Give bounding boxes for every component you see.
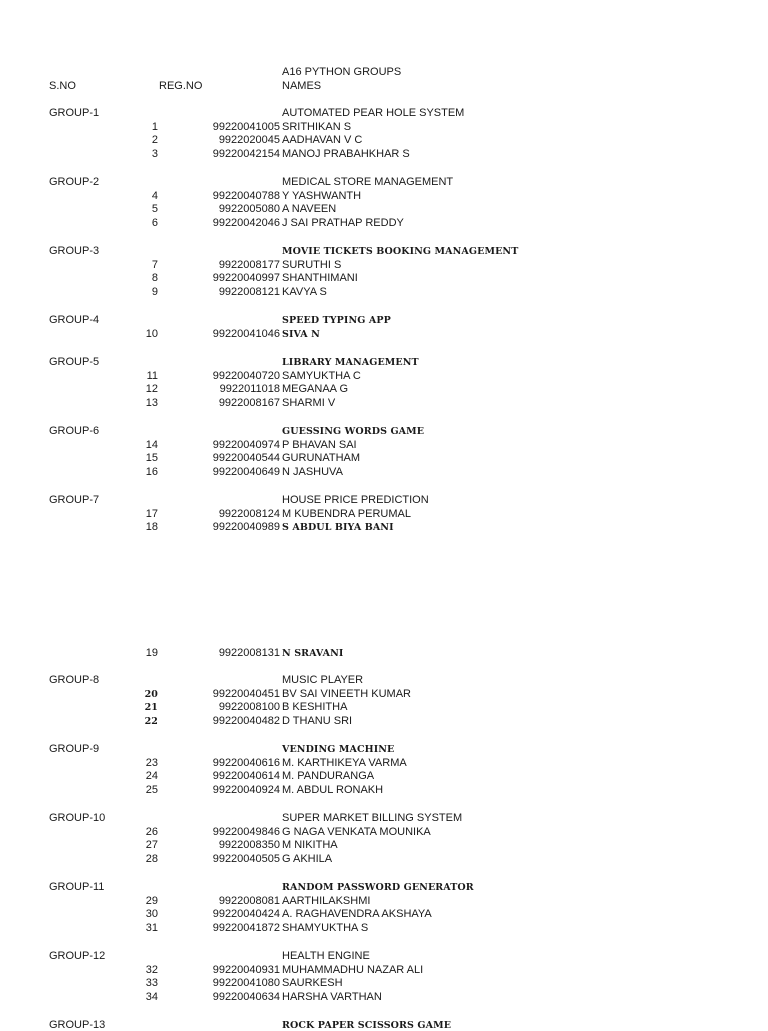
group-project-title: ROCK PAPER SCISSORS GAME (282, 1020, 452, 1031)
member-name: SRITHIKAN S (282, 120, 352, 133)
member-reg-no: 99220040924 (212, 784, 280, 797)
member-name: MEGANAA G (282, 383, 349, 396)
member-reg-no: 99220042046 (212, 217, 280, 230)
group-project-title: HOUSE PRICE PREDICTION (282, 494, 429, 506)
column-header-sno: S.NO (49, 80, 76, 92)
group-project-title: SUPER MARKET BILLING SYSTEM (282, 812, 463, 824)
member-sno: 19 (145, 647, 158, 659)
group-label: GROUP-10 (49, 812, 106, 824)
member-reg-no: 9922008081 (218, 894, 280, 907)
member-name: G NAGA VENKATA MOUNIKA (282, 825, 431, 838)
member-reg-no: 99220040788 (212, 189, 280, 202)
member-reg-no: 99220040997 (212, 272, 280, 285)
member-name: M. ABDUL RONAKH (282, 784, 384, 797)
member-sno: 32 (145, 963, 158, 976)
member-name: P BHAVAN SAI (282, 438, 357, 451)
group-project-title: HEALTH ENGINE (282, 950, 370, 962)
member-reg-no: 9922020045 (218, 134, 280, 147)
member-reg-no: 99220040974 (212, 438, 280, 451)
member-name: SHARMI V (282, 397, 336, 410)
member-sno: 15 (145, 452, 158, 465)
member-reg-no: 9922008124 (218, 507, 280, 520)
member-name: A. RAGHAVENDRA AKSHAYA (282, 908, 432, 921)
member-reg-no: 9922008177 (218, 258, 280, 271)
member-reg-no: 99220040505 (212, 853, 280, 866)
group-project-title: GUESSING WORDS GAME (282, 426, 425, 437)
member-reg-no: 99220040544 (212, 452, 280, 465)
member-sno: 3 (151, 148, 158, 161)
member-sno: 2 (151, 134, 158, 147)
member-name: AARTHILAKSHMI (282, 894, 371, 907)
member-name: M. KARTHIKEYA VARMA (282, 756, 407, 769)
member-reg-no: 99220040614 (212, 770, 280, 783)
member-name: J SAI PRATHAP REDDY (282, 217, 404, 230)
member-sno: 12 (145, 383, 158, 396)
member-reg-no: 9922008167 (218, 397, 280, 410)
member-sno: 8 (151, 272, 158, 285)
group-project-title: LIBRARY MANAGEMENT (282, 357, 419, 368)
group-label: GROUP-5 (49, 356, 100, 368)
member-sno: 11 (146, 369, 158, 382)
member-sno: 34 (145, 991, 158, 1004)
member-reg-no: 9922005080 (218, 203, 280, 216)
member-sno: 30 (145, 908, 158, 921)
member-sno: 7 (151, 258, 158, 271)
member-sno: 21 (144, 702, 158, 714)
member-name: KAVYA S (282, 286, 327, 299)
member-sno: 25 (145, 784, 158, 797)
member-name: SHANTHIMANI (282, 272, 358, 285)
group-project-title: VENDING MACHINE (282, 744, 395, 755)
member-name: N JASHUVA (282, 466, 343, 479)
member-sno: 4 (151, 189, 158, 202)
member-reg-no: 99220040989 (212, 521, 280, 534)
member-reg-no: 99220041005 (212, 120, 280, 133)
member-name: M. PANDURANGA (282, 770, 375, 783)
member-reg-no: 99220042154 (212, 148, 280, 161)
member-reg-no: 99220040634 (212, 991, 280, 1004)
member-sno: 16 (145, 466, 158, 479)
member-name: SAMYUKTHA C (282, 369, 361, 382)
member-name: G AKHILA (282, 853, 333, 866)
member-reg-no: 9922008100 (218, 701, 280, 714)
member-name: MANOJ PRABAHKHAR S (282, 148, 410, 161)
member-name: SURUTHI S (282, 258, 342, 271)
member-reg-no: 9922008350 (218, 839, 280, 852)
group-label: GROUP-13 (49, 1019, 106, 1031)
member-sno: 33 (145, 977, 158, 990)
sheet-title: A16 PYTHON GROUPS (282, 66, 402, 78)
member-sno: 28 (145, 853, 158, 866)
column-header-regno: REG.NO (159, 80, 203, 92)
member-name: BV SAI VINEETH KUMAR (282, 687, 411, 700)
member-name: AADHAVAN V C (282, 134, 363, 147)
group-label: GROUP-3 (49, 245, 100, 257)
member-sno: 10 (145, 327, 158, 340)
group-label: GROUP-11 (49, 881, 105, 893)
member-reg-no: 99220040720 (212, 369, 280, 382)
member-name: M NIKITHA (282, 839, 338, 852)
group-project-title: MUSIC PLAYER (282, 674, 364, 686)
member-sno: 23 (145, 756, 158, 769)
member-name: MUHAMMADHU NAZAR ALI (282, 963, 424, 976)
member-sno: 5 (151, 203, 158, 216)
member-reg-no: 99220040616 (212, 756, 280, 769)
member-sno: 13 (145, 397, 158, 410)
member-sno: 31 (145, 922, 158, 935)
member-name: Y YASHWANTH (282, 189, 362, 202)
member-reg-no: 99220041080 (212, 977, 280, 990)
column-header-names: NAMES (282, 80, 322, 92)
member-name: GURUNATHAM (282, 452, 361, 465)
member-reg-no: 9922008121 (218, 286, 280, 299)
member-sno: 17 (145, 507, 158, 520)
group-label: GROUP-2 (49, 176, 100, 188)
member-name: SIVA N (282, 328, 320, 340)
member-sno: 22 (144, 716, 158, 728)
member-reg-no: 99220040649 (212, 466, 280, 479)
group-project-title: MEDICAL STORE MANAGEMENT (282, 176, 454, 188)
member-reg-no: 9922008131 (218, 647, 280, 659)
member-sno: 29 (145, 894, 158, 907)
member-reg-no: 99220040451 (212, 687, 280, 700)
group-label: GROUP-4 (49, 314, 100, 326)
member-name: B KESHITHA (282, 701, 348, 714)
group-project-title: SPEED TYPING APP (282, 315, 391, 326)
member-reg-no: 99220040931 (212, 963, 280, 976)
group-project-title: MOVIE TICKETS BOOKING MANAGEMENT (282, 246, 519, 257)
member-sno: 24 (145, 770, 158, 783)
member-name: D THANU SRI (282, 715, 353, 728)
member-reg-no: 99220041872 (212, 922, 280, 935)
group-project-title: RANDOM PASSWORD GENERATOR (282, 882, 474, 893)
group-label: GROUP-9 (49, 743, 100, 755)
member-sno: 20 (144, 688, 158, 700)
group-label: GROUP-8 (49, 674, 100, 686)
member-sno: 1 (151, 120, 158, 133)
member-name: SAURKESH (282, 977, 343, 990)
group-project-title: AUTOMATED PEAR HOLE SYSTEM (282, 107, 465, 119)
member-reg-no: 99220040424 (212, 908, 280, 921)
member-name: S ABDUL BIYA BANI (282, 522, 394, 534)
member-name: A NAVEEN (282, 203, 337, 216)
member-sno: 9 (151, 286, 158, 299)
member-name: SHAMYUKTHA S (282, 922, 369, 935)
member-reg-no: 99220041046 (212, 327, 280, 340)
member-sno: 26 (145, 825, 158, 838)
group-label: GROUP-12 (49, 950, 106, 962)
member-name: M KUBENDRA PERUMAL (282, 507, 411, 520)
member-reg-no: 9922011018 (219, 383, 280, 396)
group-label: GROUP-7 (49, 494, 100, 506)
member-sno: 6 (151, 217, 158, 230)
group-label: GROUP-1 (49, 107, 100, 119)
member-reg-no: 99220049846 (212, 825, 280, 838)
member-sno: 18 (145, 521, 158, 534)
group-label: GROUP-6 (49, 425, 100, 437)
member-reg-no: 99220040482 (212, 715, 280, 728)
member-sno: 14 (145, 438, 158, 451)
member-name: HARSHA VARTHAN (282, 991, 382, 1004)
member-name: N SRAVANI (282, 648, 344, 659)
member-sno: 27 (145, 839, 158, 852)
